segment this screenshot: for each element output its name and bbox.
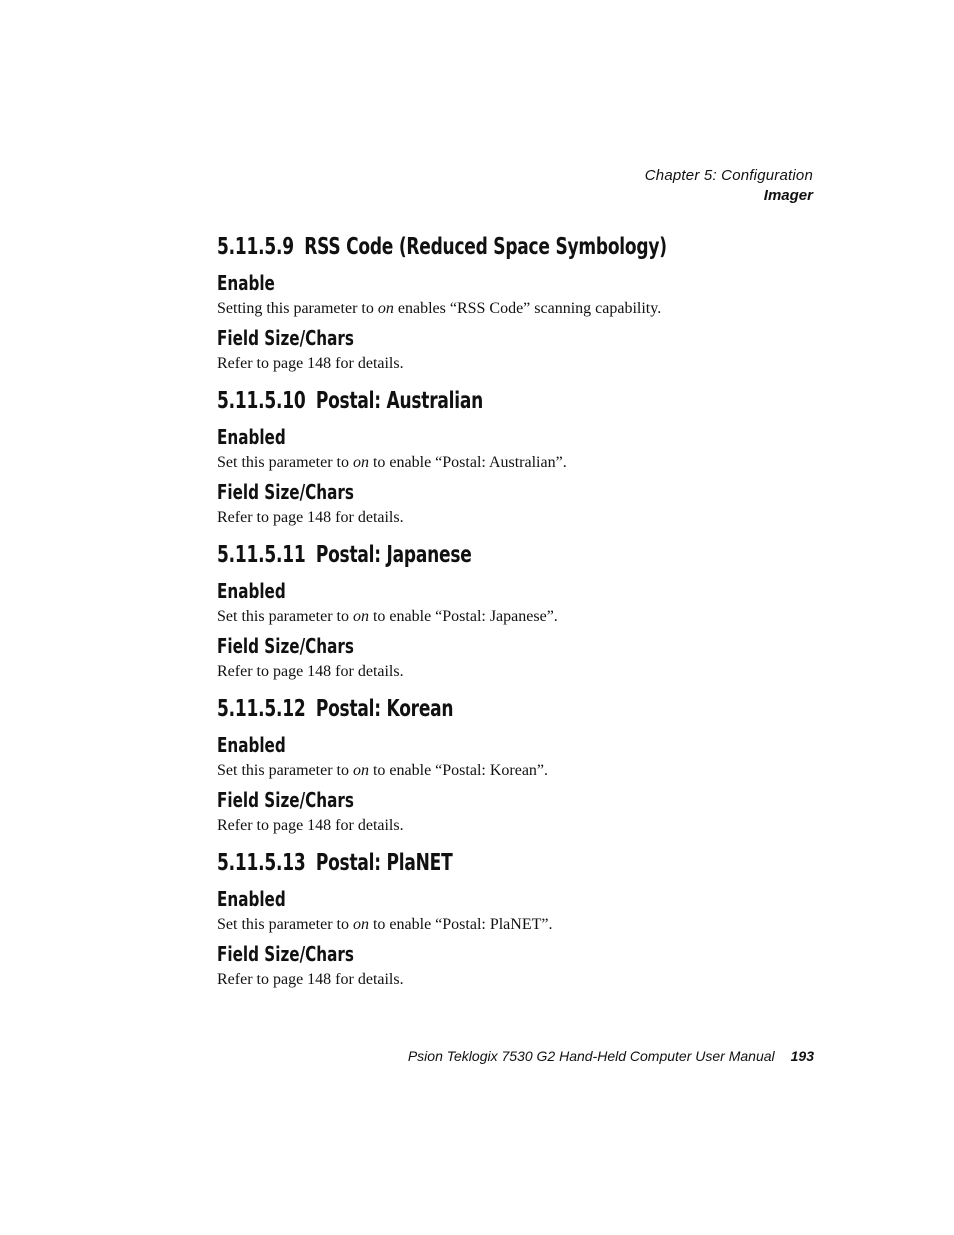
field-size-heading: Field Size/Chars — [217, 480, 354, 504]
enable-description: Set this parameter to on to enable “Postal: PlaNET”. — [217, 916, 553, 933]
page-number: 193 — [790, 1048, 814, 1064]
section-number: 5.11.5.9 — [217, 234, 294, 260]
section-title: Postal: Australian — [315, 388, 484, 414]
field-size-heading: Field Size/Chars — [217, 326, 354, 350]
section-heading — [217, 384, 661, 418]
section-rss-code — [217, 230, 817, 374]
section-number: 5.11.5.11 — [217, 542, 306, 568]
enable-heading: Enabled — [217, 579, 286, 603]
section-title: RSS Code (Reduced Space Symbology) — [304, 234, 667, 260]
section-title: Postal: PlaNET — [315, 850, 453, 876]
enable-heading: Enable — [217, 271, 275, 295]
section-label: Imager — [763, 187, 813, 204]
section-heading — [217, 692, 661, 726]
enable-description: Set this parameter to on to enable “Postal: Japanese”. — [217, 608, 558, 625]
chapter-label: Chapter 5: Configuration — [644, 167, 813, 184]
enable-heading: Enabled — [217, 425, 286, 449]
section-postal-australian — [217, 384, 817, 528]
field-size-description: Refer to page 148 for details. — [217, 355, 404, 372]
section-postal-planet — [217, 846, 817, 990]
field-size-description: Refer to page 148 for details. — [217, 971, 404, 988]
section-postal-japanese — [217, 538, 817, 682]
running-footer — [408, 1047, 814, 1065]
field-size-heading: Field Size/Chars — [217, 634, 354, 658]
section-title: Postal: Korean — [315, 696, 454, 722]
enable-heading: Enabled — [217, 733, 286, 757]
field-size-heading: Field Size/Chars — [217, 942, 354, 966]
section-number: 5.11.5.10 — [217, 388, 306, 414]
section-heading — [217, 230, 667, 264]
section-heading — [217, 846, 661, 880]
field-size-description: Refer to page 148 for details. — [217, 509, 404, 526]
page-content — [217, 230, 817, 990]
section-heading — [217, 538, 661, 572]
section-postal-korean — [217, 692, 817, 836]
running-header — [645, 166, 813, 206]
enable-description: Setting this parameter to on enables “RSS Code” scanning capability. — [217, 300, 662, 317]
enable-description: Set this parameter to on to enable “Postal: Australian”. — [217, 454, 567, 471]
field-size-description: Refer to page 148 for details. — [217, 663, 404, 680]
section-number: 5.11.5.13 — [217, 850, 306, 876]
manual-title: Psion Teklogix 7530 G2 Hand-Held Computer User Manual — [407, 1048, 775, 1064]
section-title: Postal: Japanese — [315, 542, 472, 568]
field-size-description: Refer to page 148 for details. — [217, 817, 404, 834]
enable-heading: Enabled — [217, 887, 286, 911]
field-size-heading: Field Size/Chars — [217, 788, 354, 812]
enable-description: Set this parameter to on to enable “Postal: Korean”. — [217, 762, 549, 779]
section-number: 5.11.5.12 — [217, 696, 306, 722]
